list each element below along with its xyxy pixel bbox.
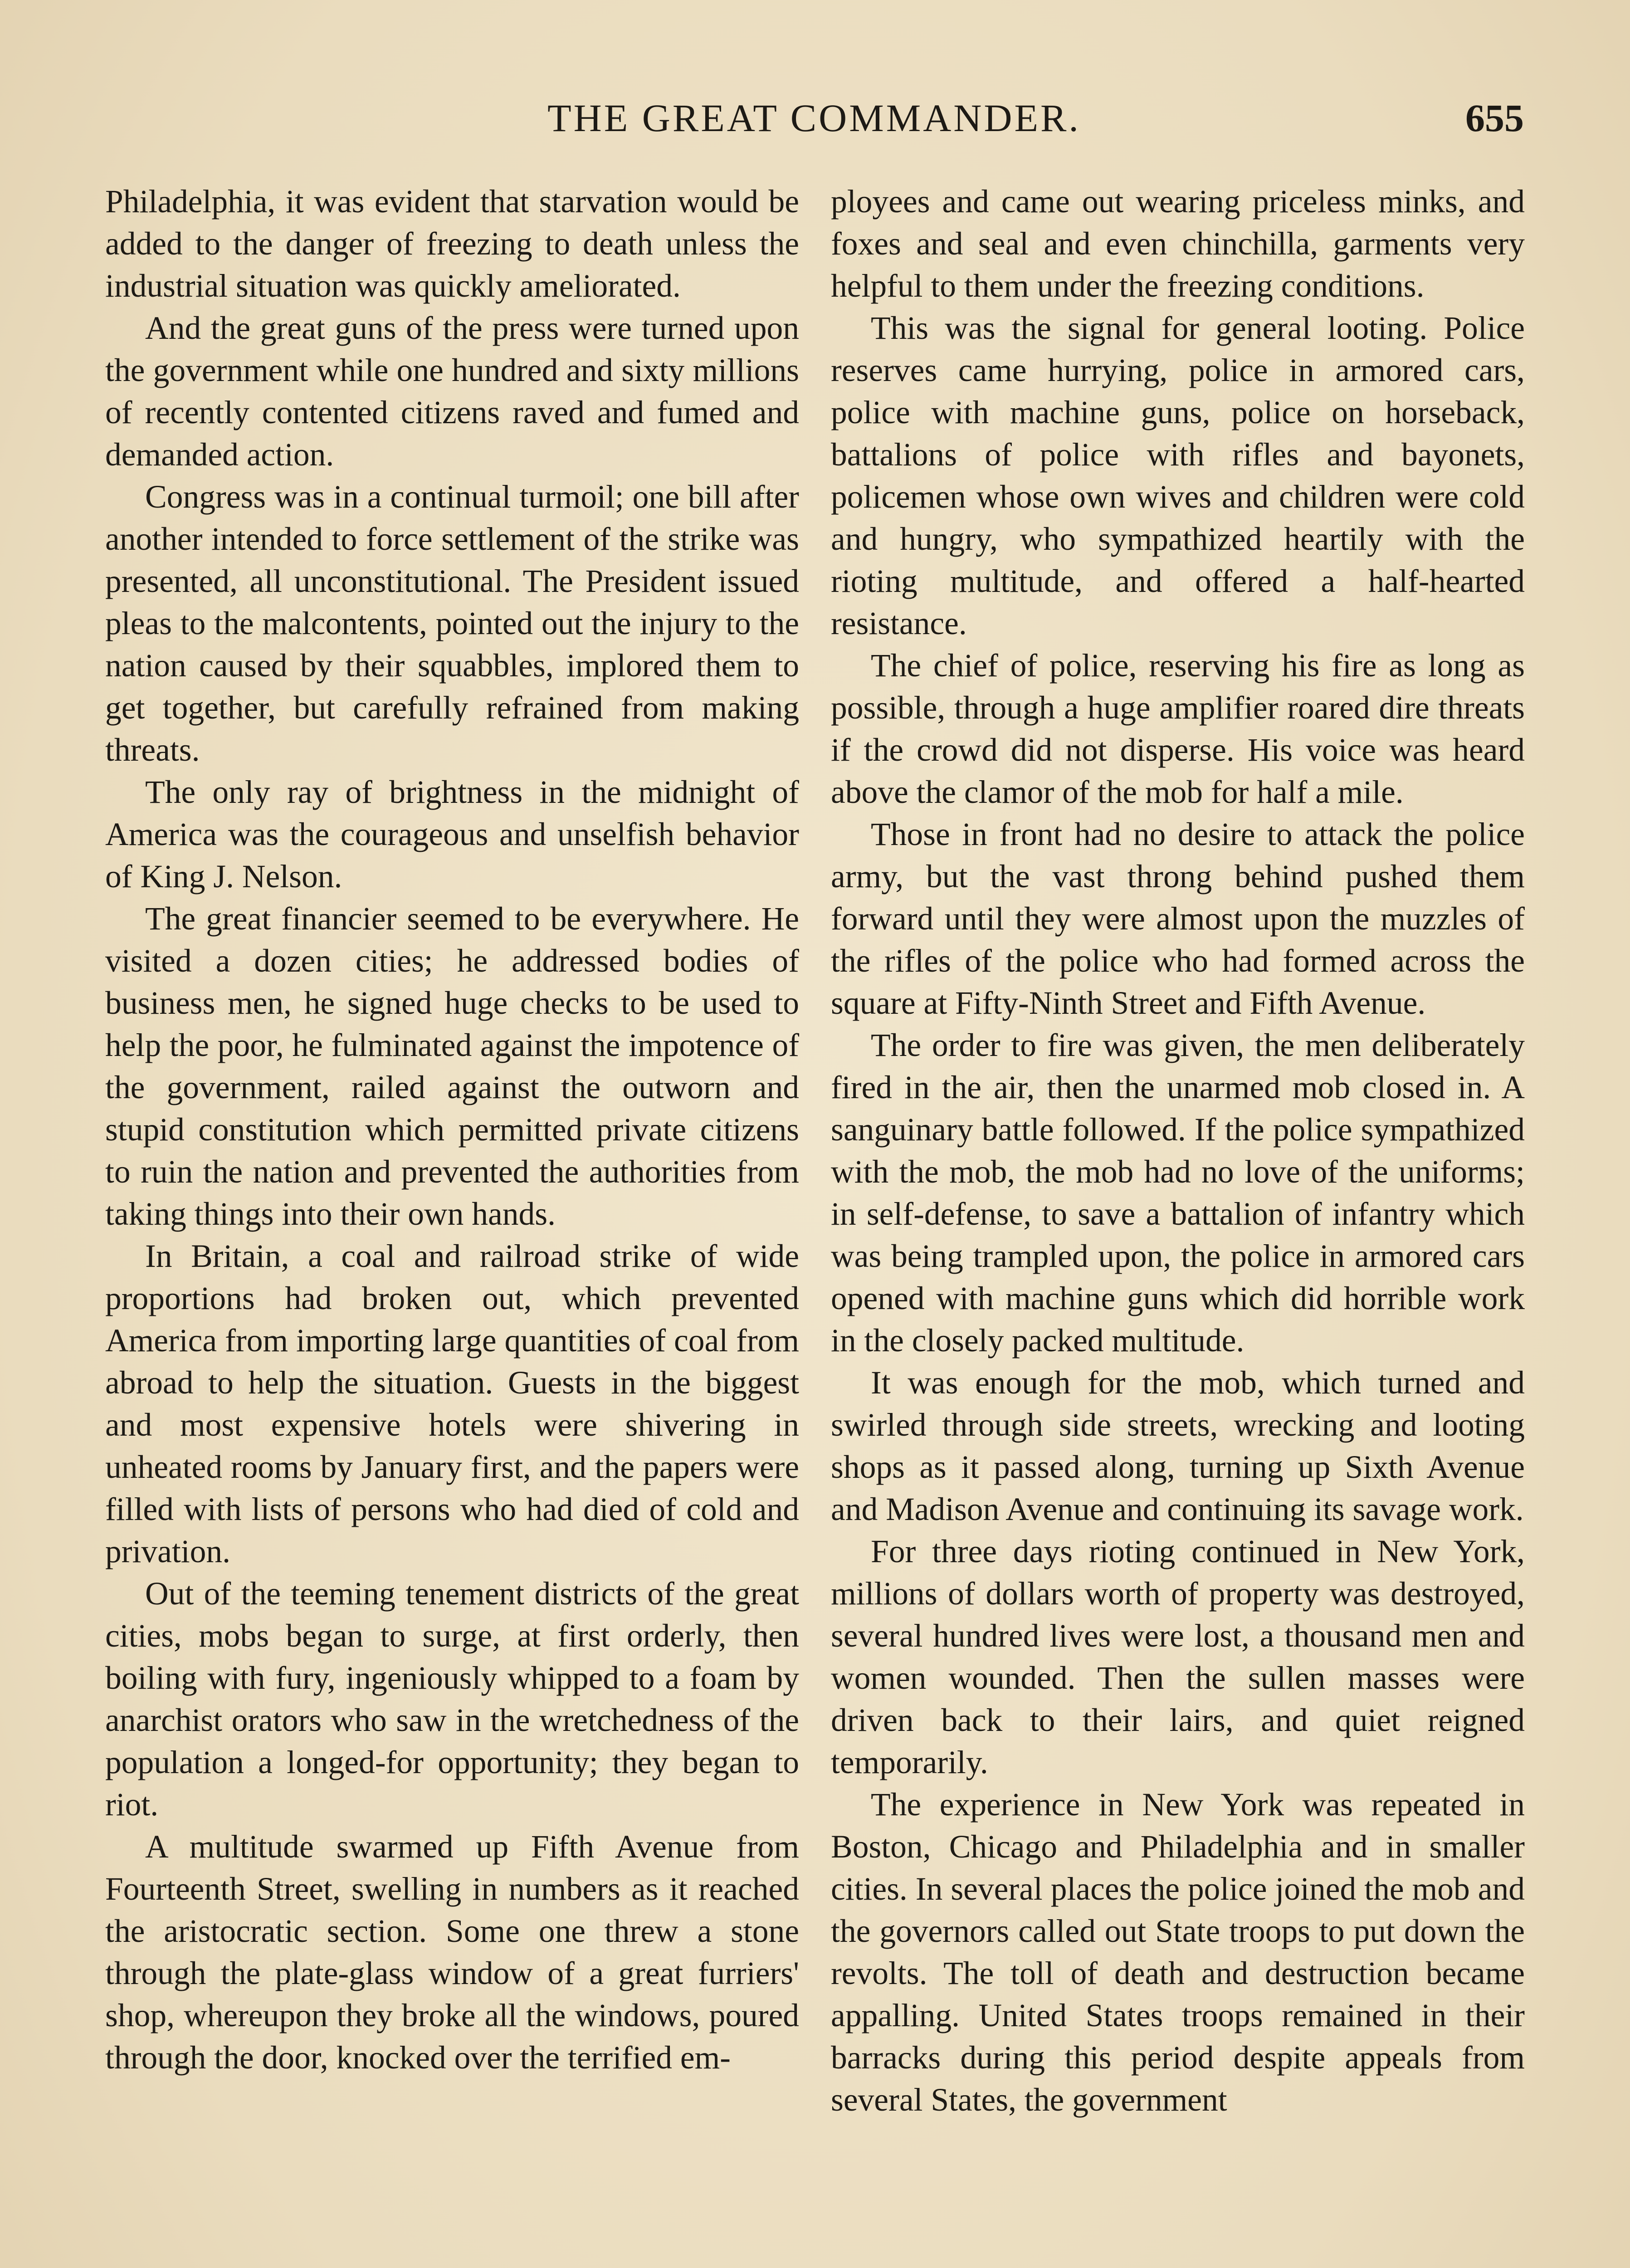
paragraph: Congress was in a continual turmoil; one bill after another intended to force settlement of the strike was presented, all unconstitutional. The President issued pleas to the malcontents, pointed out the injury to the nation caused by their squabbles, implored them to get together, but carefully refrained from making threats. xyxy=(105,479,799,768)
paragraph: And the great guns of the press were turned upon the government while one hundred and sixty millions of recently contented citizens raved and fumed and demanded action. xyxy=(105,310,799,473)
paragraph: The only ray of brightness in the midnight of America was the courageous and unselfish behavior of King J. Nelson. xyxy=(105,774,799,894)
paragraph: Out of the teeming tenement districts of the great cities, mobs began to surge, at first orderly, then boiling with fury, ingeniously whipped to a foam by anarchist orators who saw in the wretchedness of the population a longed-for opportunity; they began to riot. xyxy=(105,1576,799,1823)
paragraph: Philadelphia, it was evident that starvation would be added to the danger of freezing to death unless the industrial situation was quickly ameliorated. xyxy=(105,184,799,304)
paragraph: In Britain, a coal and railroad strike of wide proportions had broken out, which prevented America from importing large quantities of coal from abroad to help the situation. Guests in the biggest and most expensive hotels were shivering in unheated rooms by January first, and the papers were filled with lists of persons who had died of cold and privation. xyxy=(105,1238,799,1569)
page-number: 655 xyxy=(1465,96,1524,140)
left-column xyxy=(105,181,799,2079)
paragraph: A multitude swarmed up Fifth Avenue from Fourteenth Street, swelling in numbers as it reached the aristocratic section. Some one threw a stone through the plate-glass window of a great furriers' shop, whereupon they broke all the windows, poured through the door, knocked over the terrified em- xyxy=(105,1829,799,2076)
running-title: THE GREAT COMMANDER. xyxy=(547,96,1081,140)
paragraph: Those in front had no desire to attack the police army, but the vast throng behind pushed them forward until they were almost upon the muzzles of the rifles of the police who had formed across the square at Fifty-Ninth Street and Fifth Avenue. xyxy=(831,816,1525,1021)
paragraph: ployees and came out wearing priceless minks, and foxes and seal and even chinchilla, garments very helpful to them under the freezing conditions. xyxy=(831,184,1525,304)
paragraph: It was enough for the mob, which turned and swirled through side streets, wrecking and looting shops as it passed along, turning up Sixth Avenue and Madison Avenue and continuing its savage work. xyxy=(831,1365,1525,1527)
page-header xyxy=(104,93,1524,143)
paragraph: For three days rioting continued in New York, millions of dollars worth of property was destroyed, several hundred lives were lost, a thousand men and women wounded. Then the sullen masses were driven back to their lairs, and quiet reigned temporarily. xyxy=(831,1534,1525,1780)
paragraph: This was the signal for general looting. Police reserves came hurrying, police in armored cars, police with machine guns, police on horseback, battalions of police with rifles and bayonets, policemen whose own wives and children were cold and hungry, who sympathized heartily with the rioting multitude, and offered a half-hearted resistance. xyxy=(831,310,1525,641)
paragraph: The experience in New York was repeated in Boston, Chicago and Philadelphia and in smaller cities. In several places the police joined the mob and the governors called out State troops to put down the revolts. The toll of death and destruction became appalling. United States troops remained in their barracks during this period despite appeals from several States, the government xyxy=(831,1787,1525,2118)
paragraph: The chief of police, reserving his fire as long as possible, through a huge amplifier roared dire threats if the crowd did not disperse. His voice was heard above the clamor of the mob for half a mile. xyxy=(831,648,1525,810)
paragraph: The order to fire was given, the men deliberately fired in the air, then the unarmed mob closed in. A sanguinary battle followed. If the police sympathized with the mob, the mob had no love of the uniforms; in self-defense, to save a battalion of infantry which was being trampled upon, the police in armored cars opened with machine guns which did horrible work in the closely packed multitude. xyxy=(831,1027,1525,1359)
right-column xyxy=(831,181,1525,2121)
paragraph: The great financier seemed to be everywhere. He visited a dozen cities; he addressed bodies of business men, he signed huge checks to be used to help the poor, he fulminated against the impotence of the government, railed against the outworn and stupid constitution which permitted private citizens to ruin the nation and prevented the authorities from taking things into their own hands. xyxy=(105,901,799,1232)
